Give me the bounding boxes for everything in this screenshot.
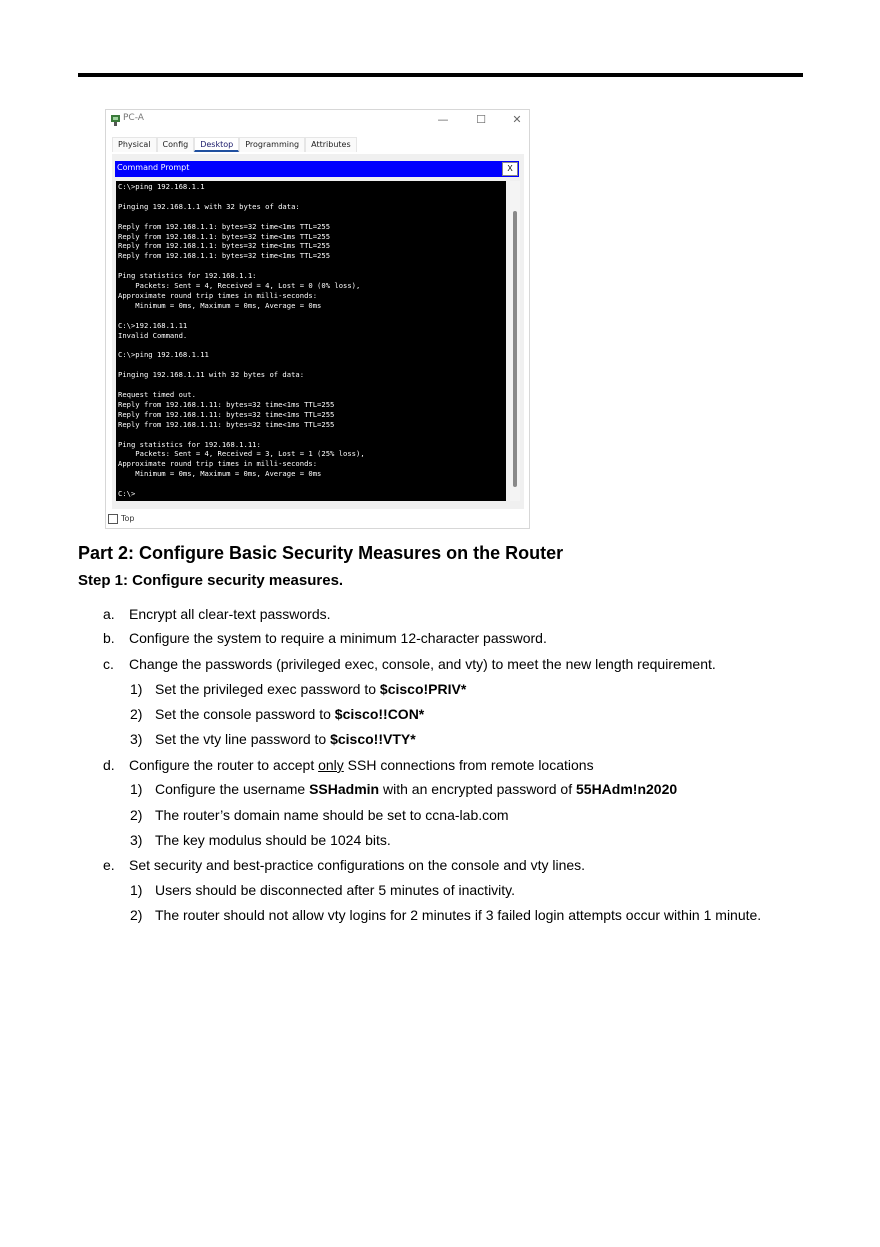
console-password: $cisco!!CON* [334,706,425,722]
list-marker: b. [103,630,115,646]
sub-item-text [155,731,416,747]
list-item-text: Encrypt all clear-text passwords. [129,606,331,622]
sub-marker: 1) [130,882,143,898]
sub-item-text [155,781,677,797]
close-icon[interactable]: ✕ [512,113,522,126]
scrollbar-thumb[interactable] [513,211,517,487]
part-heading: Part 2: Configure Basic Security Measures on the Router [78,543,564,563]
sub-item-text [155,706,424,722]
sub-item-prefix: Set the vty line password to [155,731,331,747]
underlined-word: only [318,757,344,773]
tab-programming[interactable]: Programming [239,137,305,152]
ssh-username: SSHadmin [309,781,380,797]
top-checkbox-label: Top [121,514,135,523]
sub-marker: 1) [130,781,143,797]
list-item-text: Change the passwords (privileged exec, console, and vty) to meet the new length requirement. [129,656,716,672]
sub-marker: 3) [130,731,143,747]
sub-item-prefix: Set the privileged exec password to [155,681,380,697]
command-prompt-close-button[interactable]: X [502,162,518,176]
sub-item-text: The router’s domain name should be set to ccna-lab.com [155,807,509,823]
sub-marker: 1) [130,681,143,697]
sub-marker: 3) [130,832,143,848]
packet-tracer-app-icon [110,114,122,128]
sub-marker: 2) [130,706,143,722]
pt-window-screenshot [105,109,530,529]
pt-titlebar [106,110,529,134]
text-prefix: Configure the router to accept [129,757,319,773]
sub-marker: 2) [130,807,143,823]
text-middle: with an encrypted password of [379,781,576,797]
sub-item-text: The key modulus should be 1024 bits. [155,832,391,848]
console-scrollbar[interactable] [510,181,520,501]
list-marker: a. [103,606,115,622]
sub-marker: 2) [130,907,143,923]
console-output: C:\>ping 192.168.1.1 Pinging 192.168.1.1 with 32 bytes of data: Reply from 192.168.1.1: bytes=32 time<1ms TTL=255 Reply from 192.168.1.1: bytes=32 time<1ms TTL=255 Reply from 192.168.1.1: bytes=32 time<1ms TTL=255 Reply from 192.168.1.1: bytes=32 time<1ms TTL=255 Ping statistics for 192.168.1.1: Packets: Sent = 4, Received = 4, Lost = 0 (0% loss), Approximate round trip times in milli-seconds: Minimum = 0ms, Maximum = 0ms, Average = 0ms C:\>192.168.1.11 Invalid Command. C:\>ping 192.168.1.11 Pinging 192.168.1.11 with 32 bytes of data: Request timed out. Reply from 192.168.1.11: bytes=32 time<1ms TTL=255 Reply from 192.168.1.11: bytes=32 time<1ms TTL=255 Reply from 192.168.1.11: bytes=32 time<1ms TTL=255 Ping statistics for 192.168.1.11: Packets: Sent = 4, Received = 3, Lost = 1 (25% loss), Approximate round trip times in milli-seconds: Minimum = 0ms, Maximum = 0ms, Average = 0ms C:\> [118,182,365,499]
sub-item-prefix: Set the console password to [155,706,335,722]
tab-physical[interactable]: Physical [112,137,157,152]
command-prompt-title: Command Prompt [117,163,190,172]
tab-config[interactable]: Config [157,137,195,152]
pt-window-title: PC-A [123,113,144,123]
text-prefix: Configure the username [155,781,310,797]
list-marker: c. [103,656,114,672]
header-rule [78,73,803,77]
minimize-icon[interactable]: — [437,113,449,126]
sub-item-text: Users should be disconnected after 5 minutes of inactivity. [155,882,516,898]
list-marker: d. [103,757,115,773]
pt-tab-bar [112,137,357,152]
sub-item-text: The router should not allow vty logins for 2 minutes if 3 failed login attempts occur within 1 minute. [155,907,762,923]
tab-desktop[interactable]: Desktop [194,137,239,152]
command-prompt-titlebar [115,161,519,177]
text-suffix: SSH connections from remote locations [343,757,594,773]
desktop-pane [112,154,524,509]
list-item-text: Configure the system to require a minimum 12-character password. [129,630,547,646]
sub-item-text [155,681,466,697]
list-item-text: Set security and best-practice configurations on the console and vty lines. [129,857,586,873]
tab-attributes[interactable]: Attributes [305,137,357,152]
top-checkbox[interactable] [108,514,118,524]
step-heading: Step 1: Configure security measures. [78,572,344,589]
command-prompt-console[interactable] [116,181,506,501]
maximize-icon[interactable]: ☐ [476,113,486,126]
list-item-text [129,757,594,773]
ssh-password: 55HAdm!n2020 [576,781,678,797]
list-marker: e. [103,857,115,873]
vty-password: $cisco!!VTY* [330,731,416,747]
privileged-exec-password: $cisco!PRIV* [379,681,467,697]
